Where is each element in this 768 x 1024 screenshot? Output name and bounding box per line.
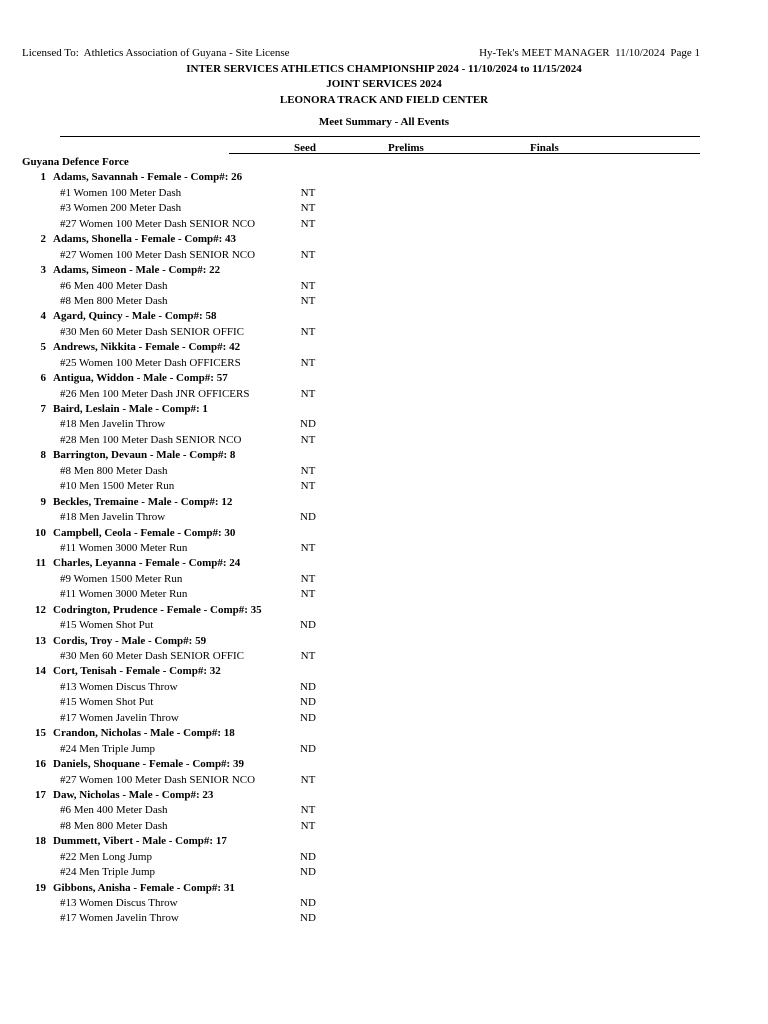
- athlete-name: Agard, Quincy - Male - Comp#: 58: [53, 310, 217, 323]
- event-name: #8 Men 800 Meter Dash: [60, 294, 168, 307]
- athlete-row: [0, 495, 768, 510]
- event-row: [0, 911, 768, 926]
- event-name: #17 Women Javelin Throw: [60, 711, 179, 724]
- athlete-number: 14: [35, 665, 46, 678]
- seed-value: NT: [300, 433, 316, 446]
- report-header: [22, 47, 700, 61]
- athlete-number: 5: [40, 341, 46, 354]
- athlete-row: [0, 788, 768, 803]
- athlete-name: Gibbons, Anisha - Female - Comp#: 31: [53, 881, 235, 894]
- seed-value: NT: [300, 356, 316, 369]
- event-row: [0, 711, 768, 726]
- event-row: [0, 433, 768, 448]
- event-name: #13 Women Discus Throw: [60, 680, 178, 693]
- header-divider: [60, 136, 700, 137]
- athlete-row: [0, 402, 768, 417]
- event-name: #27 Women 100 Meter Dash SENIOR NCO: [60, 217, 256, 230]
- seed-value: NT: [300, 541, 316, 554]
- event-row: [0, 773, 768, 788]
- column-header-divider: [229, 153, 700, 154]
- seed-value: NT: [300, 480, 316, 493]
- seed-value: NT: [300, 294, 316, 307]
- athlete-number: 16: [35, 758, 46, 771]
- athlete-number: 19: [35, 881, 46, 894]
- event-row: [0, 186, 768, 201]
- athlete-row: [0, 526, 768, 541]
- seed-value: ND: [300, 711, 316, 724]
- athlete-name: Adams, Savannah - Female - Comp#: 26: [53, 171, 243, 184]
- meet-manager-text: Hy-Tek's MEET MANAGER 11/10/2024 Page 1: [479, 47, 700, 59]
- event-name: #30 Men 60 Meter Dash SENIOR OFFIC: [60, 325, 244, 338]
- event-row: [0, 803, 768, 818]
- athlete-name: Campbell, Ceola - Female - Comp#: 30: [53, 526, 236, 539]
- athlete-row: [0, 232, 768, 247]
- athlete-name: Crandon, Nicholas - Male - Comp#: 18: [53, 727, 235, 740]
- seed-value: ND: [300, 619, 316, 632]
- athlete-name: Beckles, Tremaine - Male - Comp#: 12: [53, 495, 233, 508]
- athlete-row: [0, 448, 768, 463]
- event-name: #11 Women 3000 Meter Run: [60, 588, 188, 601]
- seed-value: NT: [300, 186, 316, 199]
- athlete-number: 3: [40, 264, 46, 277]
- meet-subtitle: JOINT SERVICES 2024: [326, 78, 442, 90]
- seed-value: NT: [300, 588, 316, 601]
- athlete-row: [0, 664, 768, 679]
- event-name: #11 Women 3000 Meter Run: [60, 541, 188, 554]
- athlete-row: [0, 556, 768, 571]
- event-name: #13 Women Discus Throw: [60, 897, 178, 909]
- event-row: [0, 680, 768, 695]
- venue-title: LEONORA TRACK AND FIELD CENTER: [279, 94, 489, 106]
- seed-value: ND: [300, 511, 316, 524]
- event-name: #15 Women Shot Put: [60, 619, 154, 632]
- seed-value: NT: [300, 819, 316, 832]
- athlete-number: 7: [40, 403, 46, 415]
- event-name: #28 Men 100 Meter Dash SENIOR NCO: [60, 433, 242, 446]
- event-row: [0, 819, 768, 834]
- event-row: [0, 356, 768, 371]
- athlete-row: [0, 634, 768, 649]
- athlete-number: 12: [35, 603, 46, 616]
- event-row: [0, 572, 768, 587]
- athlete-number: 8: [40, 449, 46, 462]
- event-name: #25 Women 100 Meter Dash OFFICERS: [60, 356, 241, 369]
- athlete-number: 17: [35, 788, 46, 801]
- finals-column-header: Finals: [530, 142, 559, 154]
- athlete-row: [0, 170, 768, 185]
- athlete-name: Adams, Shonella - Female - Comp#: 43: [53, 233, 237, 246]
- athlete-number: 13: [35, 634, 46, 647]
- athlete-name: Codrington, Prudence - Female - Comp#: 35: [53, 603, 262, 616]
- event-name: #1 Women 100 Meter Dash: [60, 186, 182, 199]
- seed-value: NT: [300, 248, 316, 261]
- event-row: [0, 541, 768, 556]
- event-name: #24 Men Triple Jump: [60, 866, 156, 879]
- event-row: [0, 387, 768, 402]
- event-name: #26 Men 100 Meter Dash JNR OFFICERS: [60, 387, 250, 400]
- athlete-name: Daniels, Shoquane - Female - Comp#: 39: [53, 758, 244, 771]
- seed-value: NT: [300, 804, 316, 817]
- seed-value: NT: [300, 387, 316, 400]
- athlete-row: [0, 371, 768, 386]
- results-list: [0, 155, 768, 927]
- event-name: #8 Men 800 Meter Dash: [60, 819, 168, 832]
- athlete-row: [0, 726, 768, 741]
- seed-value: NT: [300, 572, 316, 585]
- event-name: #3 Women 200 Meter Dash: [60, 202, 182, 215]
- seed-column-header: Seed: [294, 142, 316, 154]
- event-row: [0, 479, 768, 494]
- athlete-row: [0, 603, 768, 618]
- event-row: [0, 294, 768, 309]
- athlete-number: 4: [40, 310, 46, 323]
- athlete-number: 15: [35, 727, 46, 740]
- seed-value: ND: [300, 696, 316, 709]
- event-name: #6 Men 400 Meter Dash: [60, 804, 168, 817]
- seed-value: NT: [300, 325, 316, 338]
- event-row: [0, 850, 768, 865]
- seed-value: NT: [300, 773, 316, 786]
- athlete-name: Baird, Leslain - Male - Comp#: 1: [53, 403, 208, 415]
- athlete-row: [0, 263, 768, 278]
- athlete-name: Charles, Leyanna - Female - Comp#: 24: [53, 557, 241, 570]
- athlete-name: Dummett, Vibert - Male - Comp#: 17: [53, 835, 227, 848]
- team-name: Guyana Defence Force: [22, 156, 129, 168]
- event-name: #15 Women Shot Put: [60, 696, 154, 709]
- event-row: [0, 510, 768, 525]
- seed-value: ND: [300, 912, 316, 925]
- seed-value: NT: [300, 202, 316, 215]
- athlete-number: 6: [40, 372, 46, 385]
- event-row: [0, 248, 768, 263]
- athlete-row: [0, 757, 768, 772]
- event-row: [0, 279, 768, 294]
- athlete-name: Andrews, Nikkita - Female - Comp#: 42: [53, 341, 241, 354]
- prelims-column-header: Prelims: [388, 142, 424, 154]
- athlete-name: Cort, Tenisah - Female - Comp#: 32: [53, 665, 221, 678]
- event-row: [0, 417, 768, 432]
- license-text: Licensed To: Athletics Association of Guyana - Site License: [22, 47, 290, 59]
- event-row: [0, 618, 768, 633]
- athlete-number: 9: [40, 495, 46, 508]
- event-name: #9 Women 1500 Meter Run: [60, 572, 183, 585]
- event-row: [0, 217, 768, 232]
- event-name: #22 Men Long Jump: [60, 850, 152, 863]
- event-row: [0, 896, 768, 911]
- athlete-name: Antigua, Widdon - Male - Comp#: 57: [53, 372, 228, 385]
- seed-value: ND: [300, 850, 316, 863]
- event-row: [0, 865, 768, 880]
- event-row: [0, 649, 768, 664]
- event-name: #17 Women Javelin Throw: [60, 912, 179, 925]
- seed-value: ND: [300, 418, 316, 431]
- athlete-row: [0, 834, 768, 849]
- athlete-number: 2: [40, 233, 46, 246]
- athlete-number: 1: [40, 171, 46, 184]
- seed-value: NT: [300, 464, 316, 477]
- athlete-number: 18: [35, 835, 46, 848]
- event-name: #30 Men 60 Meter Dash SENIOR OFFIC: [60, 650, 244, 662]
- event-name: #8 Men 800 Meter Dash: [60, 464, 168, 477]
- event-row: [0, 201, 768, 216]
- athlete-name: Adams, Simeon - Male - Comp#: 22: [53, 264, 221, 277]
- event-name: #10 Men 1500 Meter Run: [60, 480, 175, 493]
- report-title: Meet Summary - All Events: [318, 116, 450, 128]
- seed-value: NT: [300, 279, 316, 292]
- athlete-name: Daw, Nicholas - Male - Comp#: 23: [53, 788, 214, 801]
- event-name: #6 Men 400 Meter Dash: [60, 279, 168, 292]
- event-name: #27 Women 100 Meter Dash SENIOR NCO: [60, 773, 256, 786]
- seed-value: NT: [300, 217, 316, 230]
- event-row: [0, 695, 768, 710]
- event-name: #24 Men Triple Jump: [60, 742, 156, 755]
- athlete-row: [0, 881, 768, 896]
- event-row: [0, 587, 768, 602]
- seed-value: ND: [300, 680, 316, 693]
- event-name: #18 Men Javelin Throw: [60, 511, 166, 524]
- seed-value: ND: [300, 897, 316, 909]
- seed-value: ND: [300, 742, 316, 755]
- athlete-name: Cordis, Troy - Male - Comp#: 59: [53, 634, 207, 647]
- seed-value: NT: [300, 650, 316, 662]
- event-row: [0, 325, 768, 340]
- event-row: [0, 742, 768, 757]
- event-name: #27 Women 100 Meter Dash SENIOR NCO: [60, 248, 256, 261]
- meet-title: INTER SERVICES ATHLETICS CHAMPIONSHIP 2024 - 11/10/2024 to 11/15/2024: [186, 63, 582, 75]
- athlete-number: 11: [35, 557, 46, 570]
- athlete-name: Barrington, Devaun - Male - Comp#: 8: [53, 449, 236, 462]
- event-row: [0, 464, 768, 479]
- athlete-number: 10: [35, 526, 46, 539]
- event-name: #18 Men Javelin Throw: [60, 418, 166, 431]
- athlete-row: [0, 340, 768, 355]
- athlete-row: [0, 309, 768, 324]
- seed-value: ND: [300, 866, 316, 879]
